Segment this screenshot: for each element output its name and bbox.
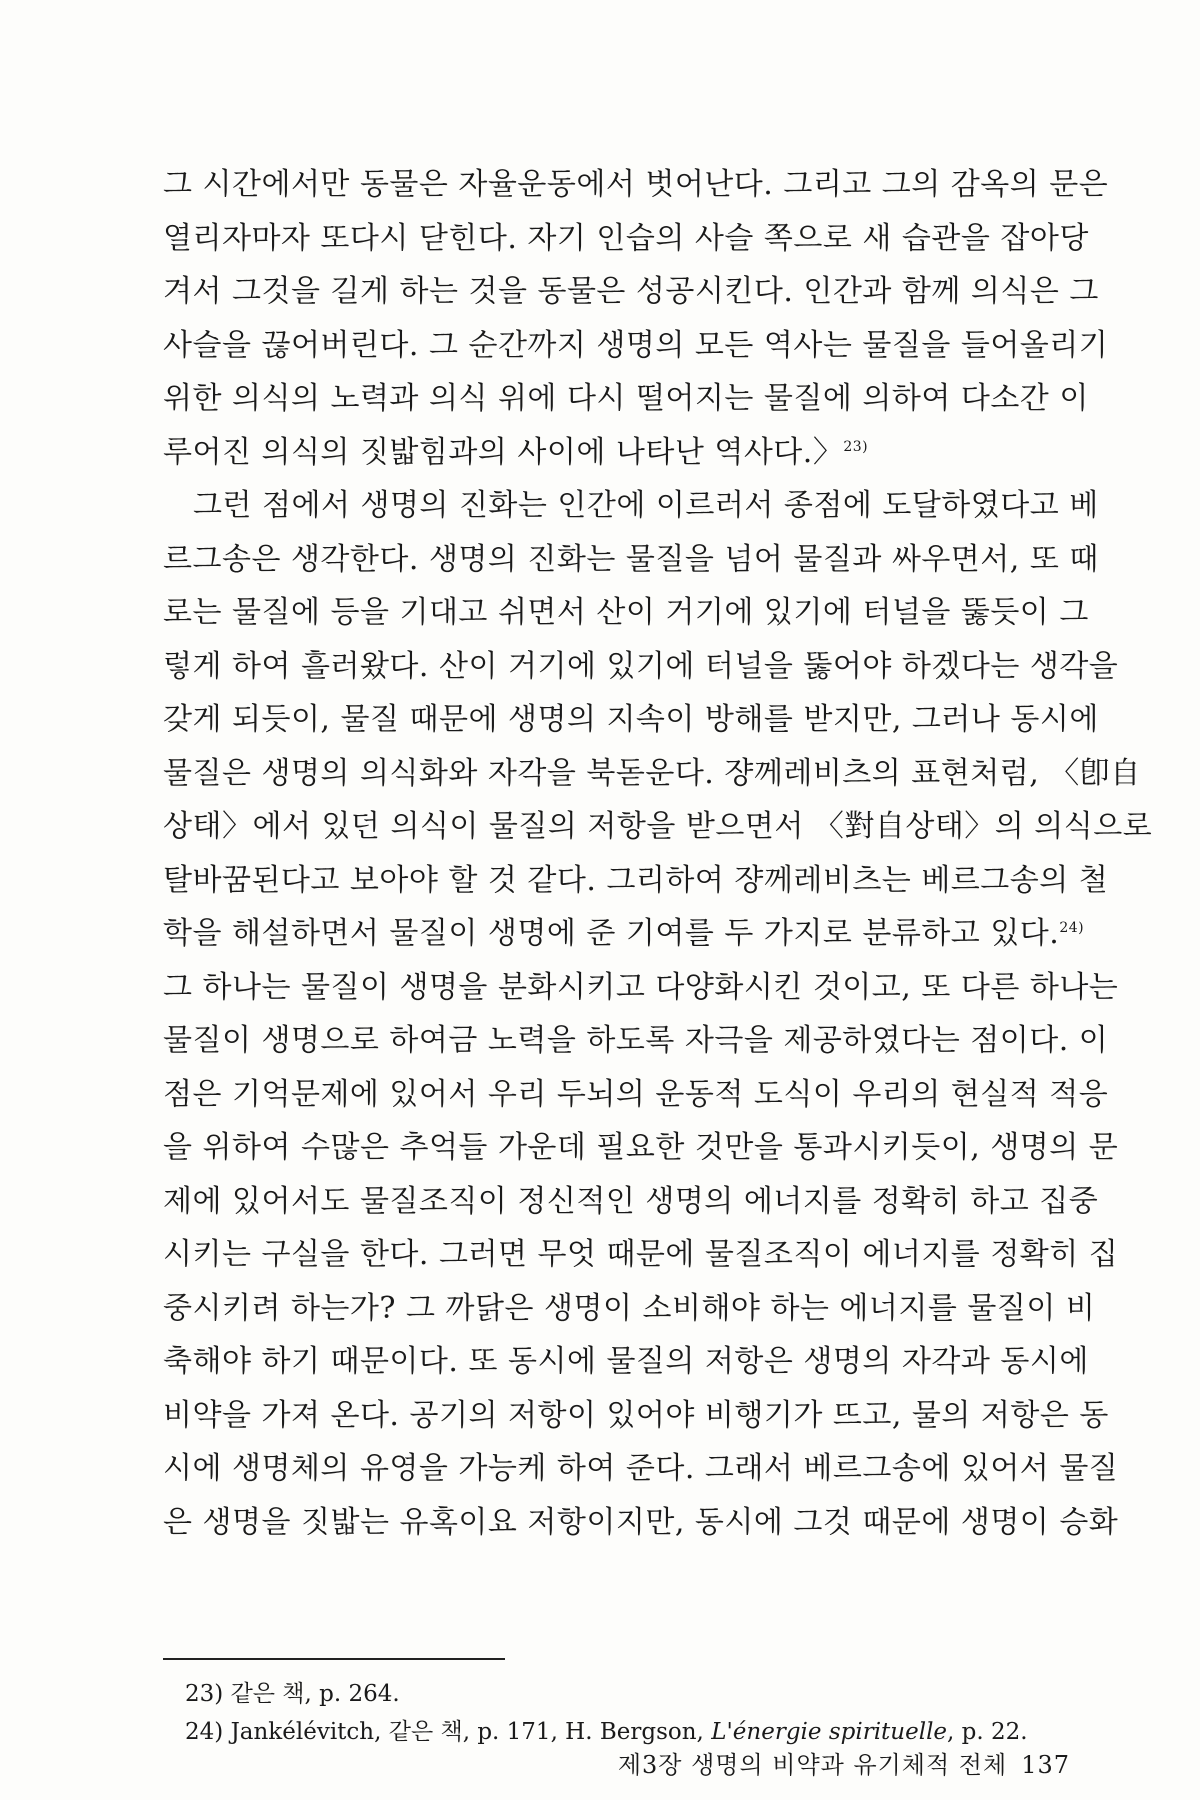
footnote-book-title: L'énergie spirituelle — [711, 1719, 948, 1745]
text-line: 그 시간에서만 동물은 자율운동에서 벗어난다. 그리고 그의 감옥의 문은 — [163, 167, 1109, 202]
body-text — [163, 158, 1153, 1549]
text-line: 시에 생명체의 유영을 가능케 하여 준다. 그래서 베르그송에 있어서 물질 — [163, 1451, 1119, 1486]
text-line: 그런 점에서 생명의 진화는 인간에 이르러서 종점에 도달하였다고 베 — [193, 488, 1099, 523]
footnote-number: 24) — [185, 1719, 224, 1745]
footnote-text-end: , p. 22. — [947, 1719, 1028, 1745]
text-line: 열리자마자 또다시 닫힌다. 자기 인습의 사슬 쪽으로 새 습관을 잡아당 — [163, 220, 1089, 256]
text-line: 렇게 하여 흘러왔다. 산이 거기에 있기에 터널을 뚫어야 하겠다는 생각을 — [163, 648, 1119, 684]
text-line: 겨서 그것을 길게 하는 것을 동물은 성공시킨다. 인간과 함께 의식은 그 — [163, 274, 1099, 309]
text-line: 탈바꿈된다고 보아야 할 것 같다. 그리하여 쟝께레비츠는 베르그송의 철 — [163, 862, 1109, 898]
text-line: 을 위하여 수많은 추억들 가운데 필요한 것만을 통과시키듯이, 생명의 문 — [163, 1130, 1119, 1165]
text-line: 그 하나는 물질이 생명을 분화시키고 다양화시킨 것이고, 또 다른 하나는 — [163, 969, 1119, 1005]
footnote-23 — [185, 1675, 1065, 1713]
footnotes — [185, 1675, 1065, 1751]
text-line: 제에 있어서도 물질조직이 정신적인 생명의 에너지를 정확히 하고 집중 — [163, 1183, 1099, 1219]
text-line: 중시키려 하는가? 그 까닭은 생명이 소비해야 하는 에너지를 물질이 비 — [163, 1290, 1096, 1326]
text-line — [163, 426, 1068, 480]
chapter-title: 제3장 생명의 비약과 유기체적 전체 — [617, 1751, 1008, 1779]
text-line-content: 학을 해설하면서 물질이 생명에 준 기여를 두 가지로 분류하고 있다. — [163, 916, 1060, 951]
footnote-number: 23) — [185, 1681, 224, 1707]
text-line: 르그송은 생각한다. 생명의 진화는 물질을 넘어 물질과 싸우면서, 또 때 — [163, 541, 1099, 577]
footnote-divider — [163, 1658, 505, 1660]
text-line: 점은 기억문제에 있어서 우리 두뇌의 운동적 도식이 우리의 현실적 적응 — [163, 1076, 1109, 1112]
text-line: 은 생명을 짓밟는 유혹이요 저항이지만, 동시에 그것 때문에 생명이 승화 — [163, 1504, 1119, 1540]
footnote-text: Jankélévitch, 같은 책, p. 171, H. Bergson, — [230, 1719, 712, 1745]
text-line-content: 루어진 의식의 짓밟힘과의 사이에 나타난 역사다.〉 — [163, 434, 844, 470]
text-line: 축해야 하기 때문이다. 또 동시에 물질의 저항은 생명의 자각과 동시에 — [163, 1344, 1089, 1379]
page-number: 137 — [1021, 1751, 1070, 1779]
text-line — [163, 907, 1085, 961]
footnote-mark-24: 24) — [1059, 920, 1085, 936]
footnote-text: 같은 책, p. 264. — [230, 1681, 400, 1707]
text-line: 비약을 가져 온다. 공기의 저항이 있어야 비행기가 뜨고, 물의 저항은 동 — [163, 1397, 1109, 1433]
text-line: 위한 의식의 노력과 의식 위에 다시 떨어지는 물질에 의하여 다소간 이 — [163, 381, 1089, 416]
text-line: 물질이 생명으로 하여금 노력을 하도록 자극을 제공하였다는 점이다. 이 — [163, 1023, 1109, 1058]
footnote-mark-23: 23) — [843, 438, 869, 455]
text-line: 상태〉에서 있던 의식이 물질의 저항을 받으면서 〈對自상태〉의 의식으로 — [163, 809, 1153, 844]
text-line: 사슬을 끊어버린다. 그 순간까지 생명의 모든 역사는 물질을 들어올리기 — [163, 327, 1109, 363]
running-footer — [618, 1745, 1070, 1780]
text-line: 로는 물질에 등을 기대고 쉬면서 산이 거기에 있기에 터널을 뚫듯이 그 — [163, 595, 1089, 630]
text-line: 물질은 생명의 의식화와 자각을 북돋운다. 쟝께레비츠의 표현처럼, 〈卽自 — [163, 755, 1141, 791]
text-line: 시키는 구실을 한다. 그러면 무엇 때문에 물질조직이 에너지를 정확히 집 — [163, 1237, 1119, 1272]
text-line: 갖게 되듯이, 물질 때문에 생명의 지속이 방해를 받지만, 그러나 동시에 — [163, 702, 1099, 737]
